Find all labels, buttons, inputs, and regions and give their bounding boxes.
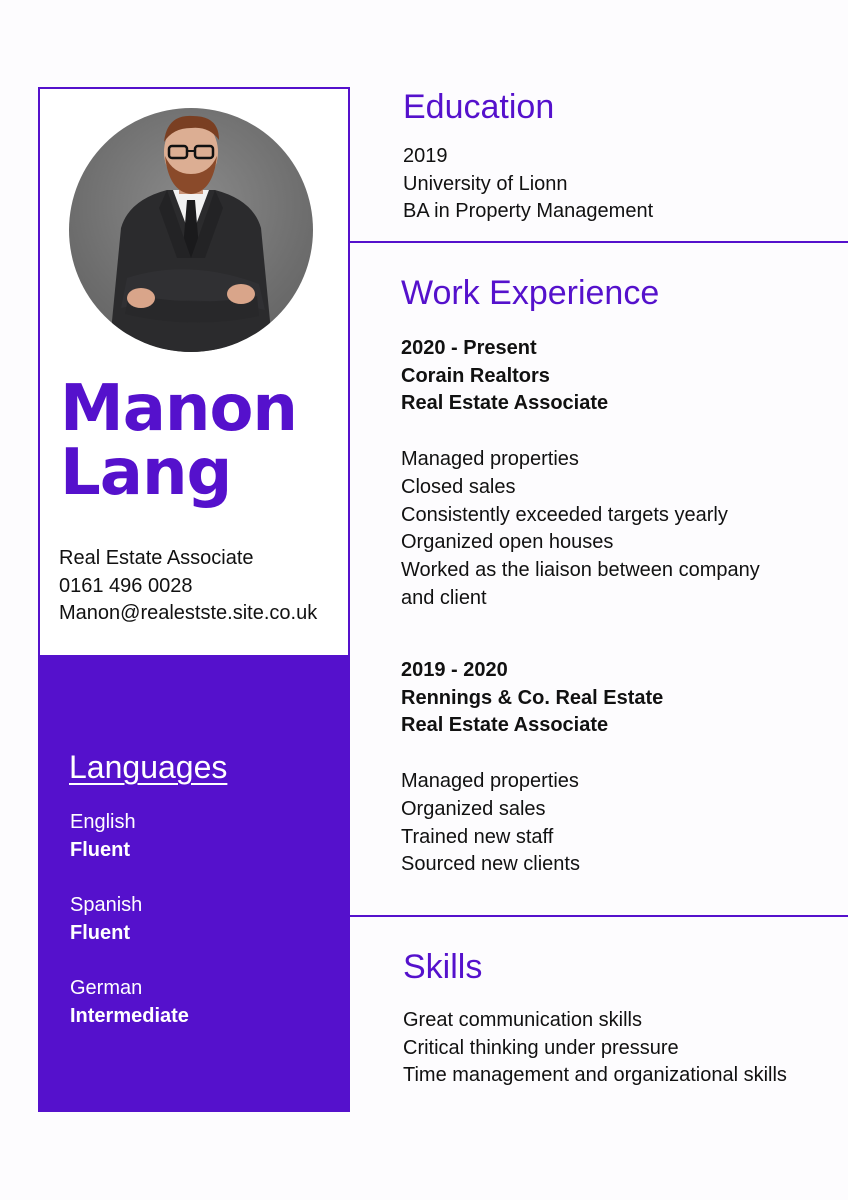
languages-panel (38, 655, 350, 1112)
job-duty: Managed properties (401, 448, 579, 471)
role-title: Real Estate Associate (59, 547, 254, 569)
job-duty: and client (401, 586, 487, 609)
last-name: Lang (60, 436, 232, 510)
languages-heading: Languages (69, 749, 228, 785)
section-divider (348, 241, 848, 243)
language-name: English (70, 811, 136, 833)
job-duty: Worked as the liaison between company (401, 558, 760, 581)
language-name: Spanish (70, 894, 143, 916)
language-level: Fluent (70, 839, 130, 861)
language-level: Fluent (70, 922, 130, 944)
job-duty: Sourced new clients (401, 853, 580, 876)
job-duty: Organized sales (401, 797, 546, 820)
email-address: Manon@realestste.site.co.uk (59, 602, 318, 624)
education-details (403, 143, 653, 226)
language-item (70, 974, 189, 1030)
job-duty: Managed properties (401, 770, 579, 793)
skill-item: Great communication skills (403, 1009, 642, 1031)
job-position: Real Estate Associate (401, 392, 609, 415)
skill-item: Time management and organizational skills (403, 1064, 787, 1087)
language-level: Intermediate (70, 1005, 189, 1027)
languages-list (70, 808, 189, 1057)
education-year: 2019 (403, 145, 448, 167)
profile-photo (69, 108, 313, 352)
job-entry (401, 335, 760, 612)
education-heading: Education (403, 88, 555, 126)
first-name: Manon (60, 372, 297, 446)
job-position: Real Estate Associate (401, 714, 609, 737)
job-duty: Closed sales (401, 475, 516, 498)
job-entry (401, 657, 663, 879)
profile-card (38, 87, 350, 657)
person-illustration (69, 108, 313, 352)
job-company: Rennings & Co. Real Estate (401, 686, 664, 709)
language-item (70, 808, 189, 864)
language-name: German (70, 977, 143, 999)
job-duty: Consistently exceeded targets yearly (401, 503, 728, 526)
job-period: 2019 - 2020 (401, 659, 508, 681)
work-heading: Work Experience (401, 274, 660, 312)
skills-list (403, 1007, 787, 1090)
language-item (70, 891, 189, 947)
candidate-name (60, 372, 297, 510)
job-period: 2020 - Present (401, 337, 537, 359)
skill-item: Critical thinking under pressure (403, 1036, 679, 1059)
job-duty: Trained new staff (401, 825, 554, 848)
job-duty: Organized open houses (401, 531, 614, 554)
section-divider (348, 915, 848, 917)
education-school: University of Lionn (403, 172, 568, 195)
contact-info (59, 545, 317, 628)
job-company: Corain Realtors (401, 364, 550, 387)
education-degree: BA in Property Management (403, 200, 654, 223)
phone-number: 0161 496 0028 (59, 574, 193, 597)
skills-heading: Skills (403, 948, 483, 986)
